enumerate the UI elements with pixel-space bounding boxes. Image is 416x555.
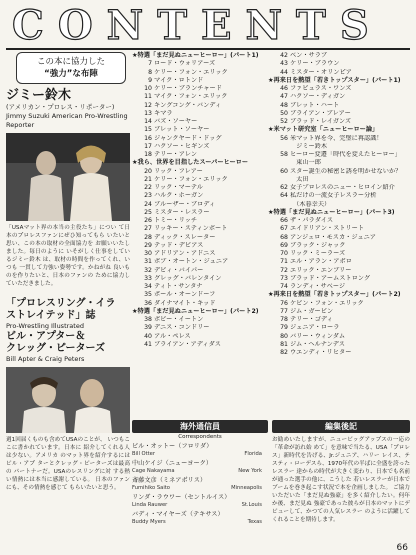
entry-page-number: 20 [144,167,152,175]
contents-entry [268,176,414,184]
contents-entry [268,85,414,93]
contents-entry [132,258,274,266]
contents-entry [268,225,414,233]
contents-entry [132,250,274,258]
correspondent-entry [132,494,268,509]
correspondent-name-ja: バディ・マイヤーズ（テキサス） [132,511,224,518]
entry-title: ダイナマイト・キッド [154,299,216,307]
editor-note-header: 編集後記 [272,420,410,433]
contents-entry [132,217,274,225]
jimmy-sub-en: Jimmy Suzuki American Pro-Wrestling Reporter [6,112,128,129]
section-heading: ★再来日を熱望「若きトップスター」(パート1) [268,76,401,84]
contents-entry [268,184,414,192]
entry-title: ジム・ヘルナンデス [290,340,345,348]
entry-title: バズ・ソーヤー [154,118,198,125]
entry-page-number: 23 [144,192,152,200]
entry-page-number: 73 [280,274,288,282]
contents-entry [268,275,414,283]
contents-entry [268,102,414,110]
entry-page-number: 24 [144,200,152,208]
entry-title: エイドリアン・ストリート [290,225,365,233]
entry-title: ケリー・フォン・エリック [154,68,228,76]
contents-entry [268,316,414,324]
entry-page-number: 8 [148,68,152,76]
contents-entry [132,143,274,151]
correspondents-sub: Correspondents [178,434,222,440]
entry-page-number: 17 [144,142,152,150]
contents-entry [132,275,274,283]
entry-title: ブレット・ハート [290,101,340,109]
entry-page-number: 62 [280,184,288,191]
entry-page-number: 58 [280,151,288,158]
entry-title: ブラック・ジャック [290,241,346,249]
entry-title: バリー・ウィンダム [290,332,346,340]
entry-page-number: 72 [280,266,288,274]
entry-title: テッド・デビアス [154,241,204,249]
contents-entry [132,267,274,275]
entry-page-number: 41 [144,340,152,348]
correspondent-name-ja: 中山ケイジ（ニューヨーク） [132,460,213,467]
contents-entry [132,77,274,85]
entry-page-number: 9 [148,76,152,84]
correspondent-name-en [132,502,268,509]
entry-title: ケビン・フォン・エリック [290,299,364,307]
correspondents-list [132,443,268,526]
entry-title: ティト・サンタナ [154,283,203,290]
pwi-name-2: ストレイテッド」誌 [6,310,96,321]
section-heading: ★特選「まだ見ぬニューヒーロー」(パート2) [132,307,259,315]
contents-entry [268,151,414,159]
entry-title: ハクソー・ヒギンズ [154,142,210,150]
contents-entry [132,69,274,77]
pwi-photo [6,367,130,433]
entry-title: 私だけの一流女子レスラー分析 [290,192,377,200]
entry-title: アンジェロ・モスカ・ジュニア [290,233,376,241]
contents-entry [132,126,274,134]
entry-title: 女子プロレスのニュー・ヒロイン紹介 [290,184,395,191]
entry-title: ブラッド・レイガンズ [290,118,352,125]
entry-page-number: 82 [280,349,288,356]
entry-page-number: 80 [280,332,288,340]
contents-entry [268,93,414,101]
entry-page-number: 46 [280,85,288,92]
entry-page-number: 15 [144,126,152,134]
entry-title: ウエンディ・リヒター [290,349,352,356]
contents-entry [268,258,414,266]
entry-title: ハクソー・ディガン [290,93,346,101]
page-number: 66 [396,543,408,553]
entry-title: アル・ペレス [154,332,191,340]
entry-title: リック・ミーラーズ [290,250,346,257]
entry-page-number: 21 [144,175,152,183]
contents-entry [268,192,414,200]
entry-title: ジュニア・ローラ [290,324,340,332]
contents-entry [132,102,274,110]
section-heading: ★米マット研究室「ニューヒーロー論」 [268,126,379,134]
contents-list-middle [132,52,274,462]
section-heading: ★再来日を熱望「若きトップスター」(パート2) [268,291,401,299]
entry-title: リック・フレアー [154,167,203,175]
banner-line-1: この本に協力した [36,57,105,67]
jimmy-name: ジミー鈴木 [6,88,72,103]
entry-title: 東山一郎 [290,159,321,167]
contents-entry [268,135,414,143]
entry-title: マイク・フォン・エリック [154,93,228,101]
entry-page-number: 70 [280,250,288,257]
correspondents-box [132,420,268,550]
correspondent-entry [132,443,268,458]
contents-entry [268,324,414,332]
pwi-name-1: 「プロレスリング・イラ [6,298,116,309]
correspondent-name-ja: ビル・オットー（フロリダ） [132,443,213,450]
entry-page-number: 50 [280,109,288,117]
section-heading: ★我ら、世界を目指したスーパーヒーロー [132,159,249,167]
contents-entry [132,184,274,192]
entry-page-number: 29 [144,241,152,249]
contents-entry [132,316,274,324]
entry-page-number: 35 [144,291,152,299]
pwi-sub: Pro-Wrestling Illustrated [6,322,84,330]
contents-entry [268,250,414,258]
entry-page-number: 22 [144,184,152,191]
correspondent-name-en [132,485,268,492]
contents-entry [268,159,414,167]
pwi-text: 週1回届くものも含めてUSAのことが、 いつもここに書かれています。日本に 紹介してくれる人は少ない。アメリカ のマット界を紹介するにはビル・アプ ターとクレッグ・ピーターズは最高の パートナーだ。USAのレスリングに対 する熱い情熱には本当に感謝している。 日本のファンにも、その情熱を感じて もらいたいと思う。 [6,437,130,491]
entry-title: ザ・パラダイス [290,217,334,224]
entry-page-number: 60 [280,167,288,175]
entry-page-number: 71 [280,258,288,266]
contents-entry [268,283,414,291]
contents-entry [132,201,274,209]
entry-title: 太田 [290,175,309,183]
entry-title: トミー・リッチ [154,217,198,224]
contents-entry [132,192,274,200]
entry-page-number: 12 [144,101,152,109]
entry-title: ブライアン・アディダス [154,340,221,348]
entry-title: デビィ・バイパー [154,266,204,274]
contents-entry [132,151,274,159]
entry-page-number: 13 [144,109,152,117]
entry-title: ジミー鈴木 [290,142,328,150]
correspondent-entry [132,511,268,526]
entry-page-number: 56 [280,134,288,142]
entry-title: ブライアン・ブレアー [290,109,351,117]
contents-entry [132,118,274,126]
entry-title: ブルーザー・ブロディ [154,200,216,208]
entry-page-number: 34 [144,283,152,290]
contents-entry [268,110,414,118]
entry-title: マイク・ロトンド [154,76,204,84]
contents-entry [268,201,414,209]
contents-entry [132,85,274,93]
contents-entry [132,333,274,341]
entry-title: テリー・ゴディ [290,316,333,323]
banner-line-2: “強力”な布陣 [44,69,98,79]
correspondent-en-location: Minneapolis [231,485,262,491]
contents-title [6,4,410,50]
entry-title: キマラ [154,109,173,117]
entry-title: ケリー・ブラウン [290,60,340,68]
entry-page-number: 76 [280,299,288,307]
entry-page-number: 81 [280,340,288,348]
pwi-name-3: ビル・アプター＆ [6,331,86,342]
correspondent-en-name: Buddy Myers [132,519,166,525]
correspondent-en-location: Texas [247,519,262,525]
entry-title: リック・マーテル [154,184,203,191]
editor-note-box [272,420,410,550]
correspondent-name-en [132,468,268,475]
entry-page-number: 18 [144,151,152,158]
entry-page-number: 25 [144,208,152,216]
jimmy-text: 「USAマット界の本当の主役たち」につい て日本のプロレスファンにぜひ知ってもら いたいと思い、この本の取材の全面協力を お願いいたしました。毎日のように いそがしく仕事をしているジミー鈴木 は、取材の時間を作ってくれ、いつも 一貫して力強い姿勢です。かねがね 良いものを作りたいと、日本のファンの ために協力していただきました。 [6,225,130,287]
jimmy-photo-image [6,133,130,221]
correspondent-name-ja: リンダ・ラウワー（セントルイス） [132,494,231,501]
entry-page-number: 26 [144,217,152,224]
entry-page-number: 69 [280,241,288,249]
entry-title: ベン・サラブ [290,52,328,59]
entry-page-number: 64 [280,192,288,200]
entry-title: テリー・アレン [154,151,197,158]
contents-entry [268,308,414,316]
correspondent-name-ja: 斎藤文彦（ミネアポリス） [132,477,207,484]
correspondent-en-name: Linda Rauwer [132,502,168,508]
entry-title: ヒーロー変遷「時代を変えたヒーロー」 [290,151,401,158]
jimmy-sub: (アメリカン・プロレス・リポーター) [6,103,115,111]
contents-entry [132,242,274,250]
entry-page-number: 48 [280,101,288,109]
correspondent-name-en [132,451,268,458]
contents-entry [132,283,274,291]
contents-entry [132,324,274,332]
contents-entry [268,242,414,250]
contents-entry [268,234,414,242]
contents-entry [268,349,414,357]
entry-page-number: 33 [144,274,152,282]
entry-title: ファビュラス・ワンズ [290,85,352,92]
contents-entry [132,110,274,118]
entry-page-number: 79 [280,324,288,332]
contents-entry [132,209,274,217]
contents-entry [132,168,274,176]
contents-entry [132,176,274,184]
correspondents-header: 海外通信員 [132,420,268,433]
contents-entry [268,118,414,126]
entry-page-number: 66 [280,217,288,224]
entry-title: スター誕生の秘密と誘を明かせないか？ [290,167,402,175]
entry-title: デニス・コンドリー [154,324,210,332]
entry-title: ブラッド・アームストロング [290,274,371,282]
entry-page-number: 40 [144,332,152,340]
correspondent-en-name: Bill Otter [132,451,156,457]
entry-page-number: 44 [280,68,288,76]
entry-title: アドリアン・アドニス [154,250,216,257]
editor-note-text: お勧めいたしますが、ニュービッグアップスの一応の「革命が訪れ始 めて」を意味で当たる、USA「プロレス」新時代を告げる、Jr.ジュニア、ハリー レイス、テスティ・ローデスら、1970年代の半ばに全盛を誇ったレスラー 達からの時代が大きく変わり、日本でも名前が通った選手の他に、こうした 若いレスラーが日本でブームを巻き起こす状況で本を企画しました。 ご協力いただいた「まだ見ぬ強豪」を多く紹介したい。何年か後、まだ見ぬ 強豪であった彼らが日本のマットにデビューして、かつての人気レスラー のように活躍してくれることを期待します。 [272,437,410,523]
contents-entry [132,291,274,299]
entry-page-number: 67 [280,225,288,233]
entry-title: ケリー・フォン・エリック [154,175,228,183]
entry-title: ボビー・イートン [154,316,204,323]
jimmy-photo [6,133,130,221]
contents-entry [132,341,274,349]
entry-title: ディック・スレーター [154,233,216,241]
contents-entry [268,69,414,77]
correspondent-entry [132,477,268,492]
correspondent-en-name: Fumihiko Saito [132,485,170,491]
section-heading: ★特選「まだ見ぬニューヒーロー」(パート3) [268,208,395,216]
entry-title: ブレット・ソーヤー [154,126,210,134]
section-heading: ★特選「まだ見ぬニューヒーロー」(パート1) [132,52,259,59]
entry-title: ケリー・ブランチャード [154,85,222,92]
contents-entry [268,217,414,225]
correspondent-entry [132,460,268,475]
entry-title: ミスター・レスラー [154,208,210,216]
entry-title: ミスター・オリンピア [290,68,352,76]
contents-list-right [268,52,414,462]
contents-entry [132,93,274,101]
entry-page-number: 39 [144,324,152,332]
pwi-sub2: Bill Apter & Craig Peters [6,355,85,363]
entry-page-number: 36 [144,299,152,307]
pwi-photo-image [6,367,130,433]
entry-page-number: 52 [280,118,288,125]
entry-page-number: 28 [144,233,152,241]
correspondent-en-name: Cage Nakayama [132,468,175,474]
entry-page-number: 42 [280,52,288,59]
entry-page-number: 78 [280,316,288,323]
entry-page-number: 30 [144,250,152,257]
entry-page-number: 68 [280,233,288,241]
entry-title: （木暮幸夫） [290,200,331,208]
contents-entry [268,300,414,308]
entry-title: ジム・ガービン [290,307,334,315]
entry-title: 米マット界を今、完璧に再認識！ [290,134,383,142]
entry-title: リッキー・スティンボート [154,225,228,233]
entry-page-number: 27 [144,225,152,233]
contents-entry [132,300,274,308]
contributors-banner [16,52,126,84]
contents-title-text: CONTENTS [12,2,383,49]
correspondent-en-location: New York [238,468,262,474]
pwi-name-4: クレッグ・ピーターズ [6,343,105,354]
entry-page-number: 7 [148,60,152,68]
correspondent-name-en [132,519,268,526]
contents-entry [268,60,414,68]
entry-page-number: 11 [144,93,152,101]
entry-page-number: 77 [280,307,288,315]
entry-title: ポール・オーンドーフ [154,291,216,299]
contents-entry [268,267,414,275]
entry-page-number: 10 [144,85,152,92]
entry-title: エル・アラン・アポロ [290,258,352,266]
contents-entry [268,168,414,176]
entry-page-number: 38 [144,316,152,323]
contents-entry [132,225,274,233]
entry-title: グレッグ・バレンタイン [154,274,222,282]
entry-page-number: 74 [280,283,288,290]
contents-entry [132,234,274,242]
contents-entry [132,135,274,143]
entry-page-number: 32 [144,266,152,274]
left-column [6,52,130,550]
entry-page-number: 16 [144,134,152,142]
entry-title: キングコング・バンディ [154,101,222,109]
contents-entry [132,60,274,68]
entry-title: ハルク・ホーガン [154,192,204,200]
entry-title: ランディ・サベージ [290,283,346,290]
entry-page-number: 47 [280,93,288,101]
contents-entry [268,341,414,349]
correspondent-en-location: Florida [244,451,262,457]
entry-page-number: 14 [144,118,152,125]
entry-page-number: 43 [280,60,288,68]
contents-entry [268,52,414,60]
entry-page-number: 31 [144,258,152,266]
contents-entry [268,333,414,341]
entry-title: ボブ・オートン・ジュニア [154,258,229,266]
correspondent-en-location: St.Louis [241,502,262,508]
entry-title: ジャンクヤード・ドッグ [154,134,222,142]
entry-title: エリック・エンブリー [290,266,352,274]
contents-entry [268,143,414,151]
entry-title: ロード・ウォリアーズ [154,60,216,68]
